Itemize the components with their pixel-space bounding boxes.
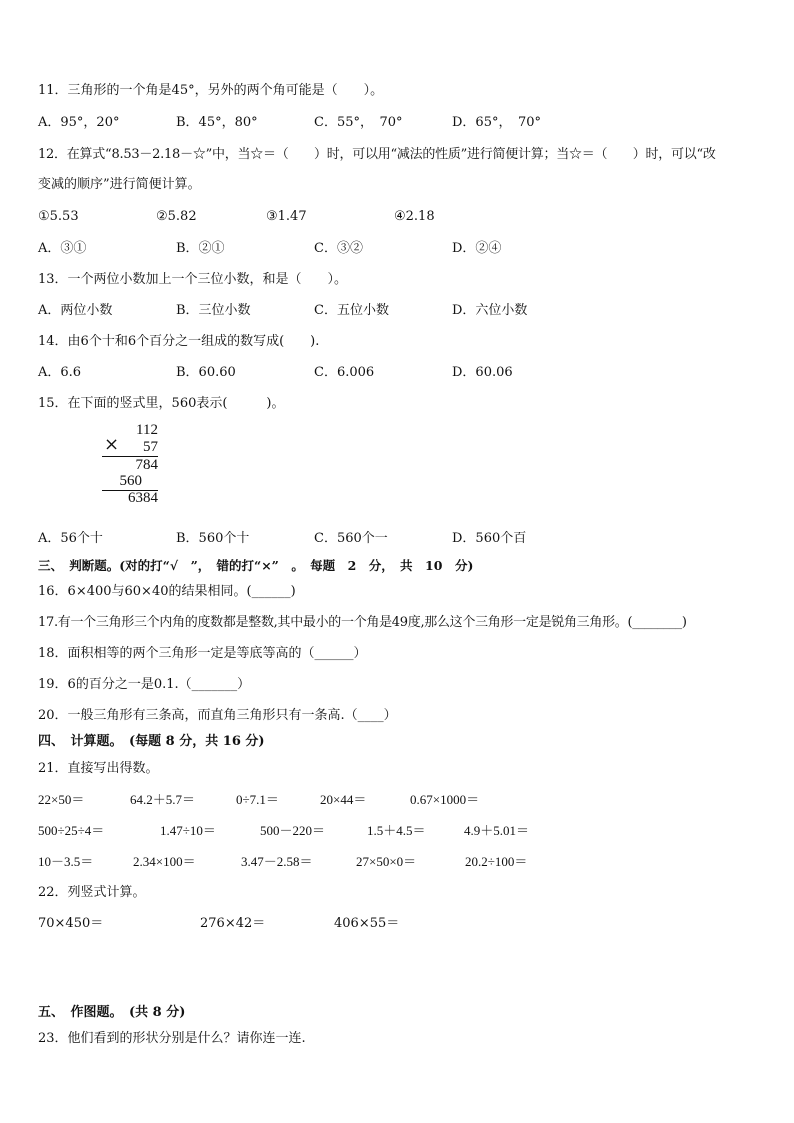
option-d: D．65°， 70° bbox=[452, 115, 542, 130]
option-d: D．60.06 bbox=[452, 365, 513, 380]
question-19: 19．6的百分之一是0.1.（_______） bbox=[38, 677, 251, 692]
option-d: D．②④ bbox=[452, 241, 502, 256]
final-product: 6384 bbox=[128, 490, 158, 506]
question-23: 23．他们看到的形状分别是什么？请你连一连. bbox=[38, 1031, 306, 1046]
option-a: A．6.6 bbox=[38, 365, 82, 380]
vertical-calc-item: 70×450＝ bbox=[38, 916, 104, 931]
question-14: 14．由6个十和6个百分之一组成的数写成( ). bbox=[38, 334, 320, 349]
option-b: B．60.60 bbox=[176, 365, 236, 380]
vertical-multiplication bbox=[100, 420, 170, 510]
multiplicand: 112 bbox=[136, 422, 158, 438]
question-15: 15．在下面的竖式里，560表示( )。 bbox=[38, 396, 285, 411]
option-b: B．560个十 bbox=[176, 531, 250, 546]
calc-item: 27×50×0＝ bbox=[356, 854, 417, 869]
option-c: C．③② bbox=[314, 241, 363, 256]
option-a: A．95°，20° bbox=[38, 115, 120, 130]
option-a: A．两位小数 bbox=[38, 303, 113, 318]
calc-item: 2.34×100＝ bbox=[133, 854, 196, 869]
option-d: D．六位小数 bbox=[452, 303, 528, 318]
question-17: 17.有一个三角形三个内角的度数都是整数,其中最小的一个角是49度,那么这个三角形一定是锐角三角形。(________) bbox=[38, 615, 687, 630]
option-d: D．560个百 bbox=[452, 531, 527, 546]
choice-2: ②5.82 bbox=[156, 209, 197, 224]
option-b: B．②① bbox=[176, 241, 225, 256]
option-b: B．45°，80° bbox=[176, 115, 258, 130]
calc-item: 500÷25÷4＝ bbox=[38, 823, 105, 838]
question-16: 16．6×400与60×40的结果相同。(______) bbox=[38, 584, 296, 599]
option-c: C．560个一 bbox=[314, 531, 388, 546]
partial-product-1: 784 bbox=[135, 457, 158, 473]
option-a: A．56个十 bbox=[38, 531, 103, 546]
choice-3: ③1.47 bbox=[266, 209, 307, 224]
choice-1: ①5.53 bbox=[38, 209, 79, 224]
section-4-heading: 四、 计算题。 (每题 8 分，共 16 分) bbox=[38, 734, 265, 749]
calc-item: 22×50＝ bbox=[38, 792, 85, 807]
calc-item: 4.9＋5.01＝ bbox=[464, 823, 530, 838]
vertical-calc-item: 406×55＝ bbox=[334, 916, 400, 931]
multiply-sign: × bbox=[104, 434, 120, 455]
calc-item: 0÷7.1＝ bbox=[236, 792, 279, 807]
calc-item: 20.2÷100＝ bbox=[465, 854, 528, 869]
question-21: 21．直接写出得数。 bbox=[38, 761, 159, 776]
section-3-heading: 三、 判断题。(对的打“√ ”， 错的打“×” 。 每题 2 分， 共 10 分) bbox=[38, 558, 474, 573]
option-c: C．6.006 bbox=[314, 365, 375, 380]
option-c: C．55°， 70° bbox=[314, 115, 403, 130]
option-b: B．三位小数 bbox=[176, 303, 251, 318]
multiplier: 57 bbox=[143, 439, 158, 455]
calc-item: 1.5＋4.5＝ bbox=[367, 823, 426, 838]
option-c: C．五位小数 bbox=[314, 303, 389, 318]
question-22: 22．列竖式计算。 bbox=[38, 885, 146, 900]
calc-item: 500－220＝ bbox=[260, 823, 326, 838]
calc-item: 20×44＝ bbox=[320, 792, 367, 807]
question-11: 11．三角形的一个角是45°，另外的两个角可能是（ ）。 bbox=[38, 83, 384, 98]
vertical-calc-item: 276×42＝ bbox=[200, 916, 266, 931]
option-a: A．③① bbox=[38, 241, 87, 256]
calc-item: 0.67×1000＝ bbox=[410, 792, 480, 807]
calc-item: 1.47÷10＝ bbox=[160, 823, 216, 838]
calc-item: 10－3.5＝ bbox=[38, 854, 94, 869]
question-12-line-2: 变减的顺序”进行简便计算。 bbox=[38, 177, 201, 192]
question-20: 20．一般三角形有三条高，而直角三角形只有一条高.（____） bbox=[38, 708, 397, 723]
question-13: 13．一个两位小数加上一个三位小数，和是（ ）。 bbox=[38, 272, 348, 287]
choice-4: ④2.18 bbox=[394, 209, 435, 224]
calc-item: 3.47－2.58＝ bbox=[241, 854, 313, 869]
question-18: 18．面积相等的两个三角形一定是等底等高的（______） bbox=[38, 646, 367, 661]
partial-product-2: 560 bbox=[119, 473, 142, 489]
section-5-heading: 五、 作图题。 (共 8 分) bbox=[38, 1005, 186, 1020]
question-12-line-1: 12．在算式“8.53－2.18－☆”中，当☆＝（ ）时，可以用“减法的性质”进行简便计算；当☆＝（ ）时，可以“改 bbox=[38, 147, 716, 162]
calc-item: 64.2＋5.7＝ bbox=[130, 792, 196, 807]
